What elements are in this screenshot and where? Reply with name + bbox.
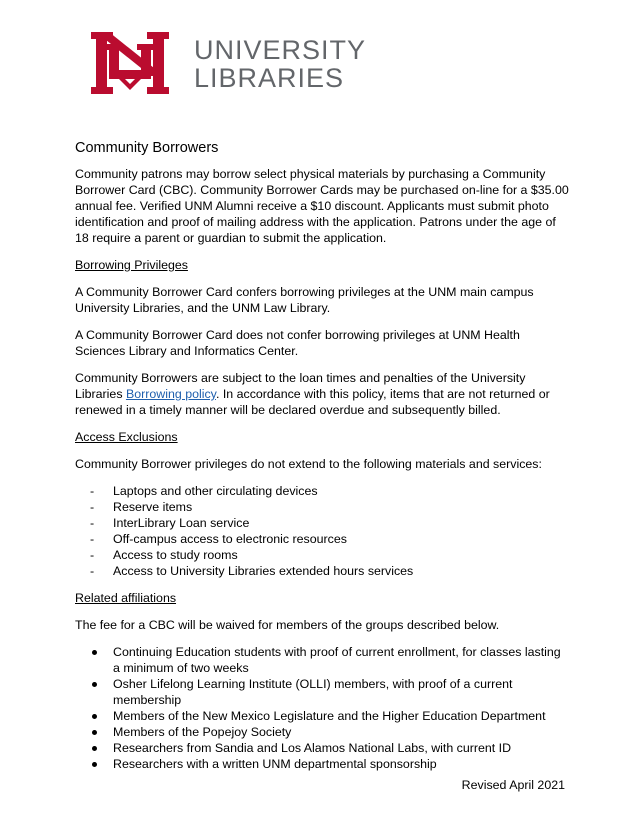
affiliations-list <box>75 644 570 772</box>
list-item-text: Reserve items <box>113 500 193 514</box>
borrowing-paragraph-1: A Community Borrower Card confers borrowing privileges at the UNM main campus University Libraries, and the UNM Law Library. <box>75 285 534 315</box>
logo-text-libraries: LIBRARIES <box>194 63 345 93</box>
bullet-icon <box>92 682 97 687</box>
dash-marker: - <box>90 516 95 530</box>
list-item-text: Off-campus access to electronic resources <box>113 532 347 546</box>
list-item <box>75 531 570 547</box>
exclusions-list <box>75 483 570 579</box>
list-item <box>75 676 570 708</box>
borrowing-p3-before: Community Borrowers are subject to the loan times and penalties of the University Libraries <box>75 371 526 401</box>
list-item <box>75 756 570 772</box>
borrowing-p3-after: . In accordance with this policy, items that are not returned or renewed in a timely manner will be declared overdue and subsequently billed. <box>75 387 550 417</box>
list-item-text: Laptops and other circulating devices <box>113 484 318 498</box>
bullet-icon <box>92 762 97 767</box>
borrowing-privileges-heading: Borrowing Privileges <box>75 258 188 272</box>
document-body <box>75 139 570 772</box>
dash-marker: - <box>90 564 95 578</box>
list-item-text: Members of the New Mexico Legislature and the Higher Education Department <box>113 709 546 723</box>
revision-date: Revised April 2021 <box>461 778 565 792</box>
list-item-text: Access to University Libraries extended hours services <box>113 564 414 578</box>
list-item-text: Continuing Education students with proof of current enrollment, for classes lasting a minimum of two weeks <box>113 645 561 675</box>
list-item-text: Researchers with a written UNM departmental sponsorship <box>113 757 437 771</box>
bullet-icon <box>92 746 97 751</box>
list-item-text: InterLibrary Loan service <box>113 516 250 530</box>
bullet-icon <box>92 650 97 655</box>
university-libraries-logo <box>91 32 381 94</box>
affiliations-intro: The fee for a CBC will be waived for members of the groups described below. <box>75 618 500 632</box>
bullet-icon <box>92 730 97 735</box>
list-item <box>75 708 570 724</box>
list-item-text: Osher Lifelong Learning Institute (OLLI) members, with proof of a current membership <box>113 677 513 707</box>
unm-logo-mark <box>91 32 183 94</box>
list-item <box>75 547 570 563</box>
borrowing-policy-link[interactable]: Borrowing policy <box>125 387 216 401</box>
list-item-text: Members of the Popejoy Society <box>113 725 292 739</box>
borrowing-paragraph-2: A Community Borrower Card does not confer borrowing privileges at UNM Health Sciences Library and Informatics Center. <box>75 328 520 358</box>
list-item <box>75 515 570 531</box>
list-item <box>75 740 570 756</box>
logo-text-university: UNIVERSITY <box>194 35 367 65</box>
list-item-text: Researchers from Sandia and Los Alamos National Labs, with current ID <box>113 741 512 755</box>
list-item <box>75 563 570 579</box>
intro-paragraph: Community patrons may borrow select physical materials by purchasing a Community Borrower Card (CBC). Community Borrower Cards may be purchased on-line for a $35.00 annual fee. Verified UNM Alumni receive a $10 discount. Applicants must submit photo identification and proof of mailing address with the application. Patrons under the age of 18 require a parent or guardian to submit the application. <box>75 167 569 245</box>
dash-marker: - <box>90 532 95 546</box>
dash-marker: - <box>90 484 95 498</box>
list-item <box>75 483 570 499</box>
borrowing-paragraph-3 <box>75 370 570 418</box>
list-item <box>75 499 570 515</box>
list-item <box>75 644 570 676</box>
list-item-text: Access to study rooms <box>113 548 238 562</box>
exclusions-intro: Community Borrower privileges do not extend to the following materials and services: <box>75 457 542 471</box>
dash-marker: - <box>90 548 95 562</box>
bullet-icon <box>92 714 97 719</box>
access-exclusions-heading: Access Exclusions <box>75 430 178 444</box>
list-item <box>75 724 570 740</box>
page-title: Community Borrowers <box>75 140 219 156</box>
dash-marker: - <box>90 500 95 514</box>
related-affiliations-heading: Related affiliations <box>75 591 177 605</box>
